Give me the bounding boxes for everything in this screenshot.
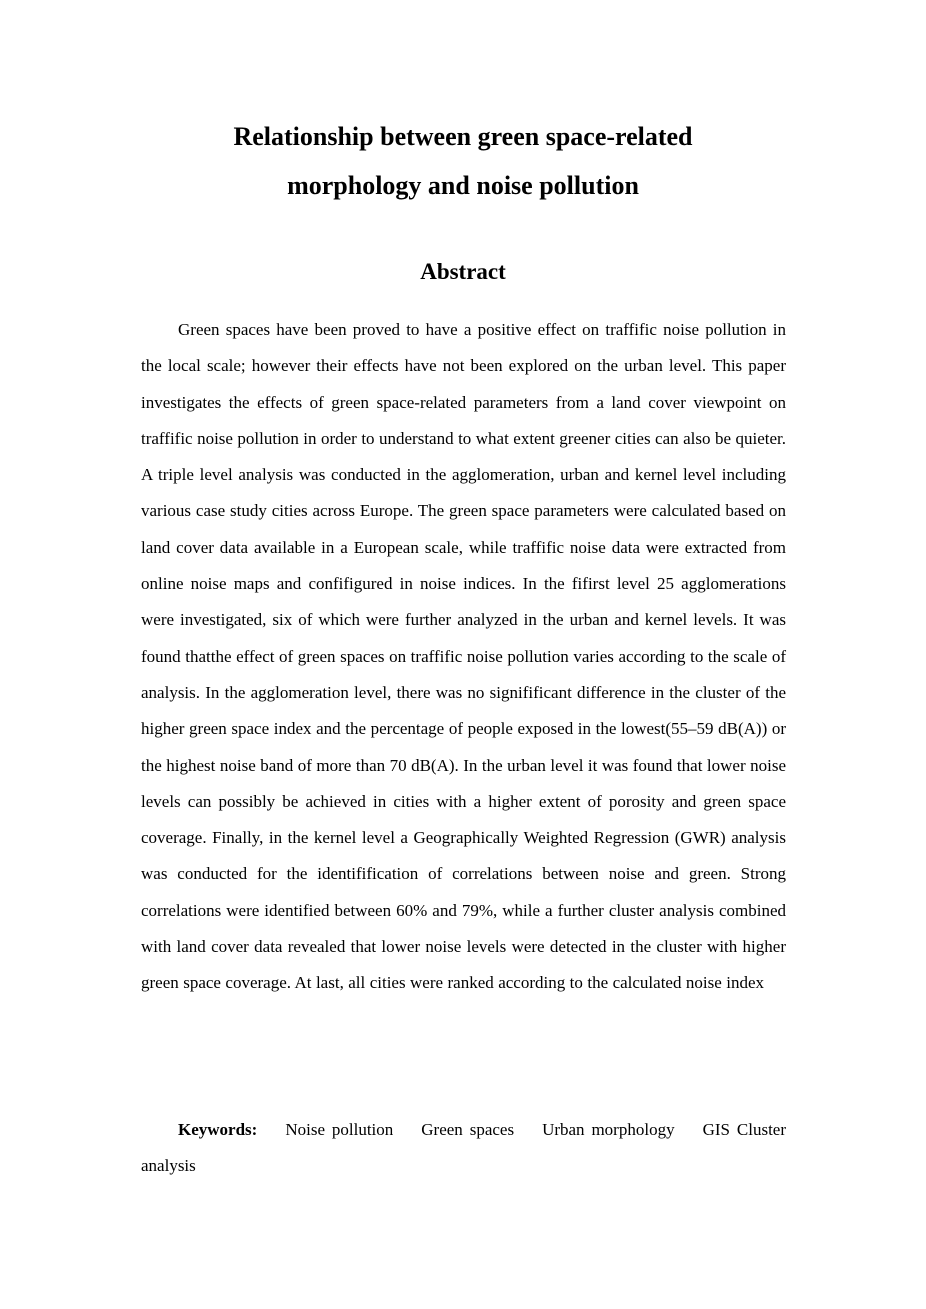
keywords-line [141,1112,786,1185]
keyword-item: Green spaces [421,1120,515,1139]
paper-title-line-2: morphology and noise pollution [287,171,639,200]
keyword-item: Noise pollution [285,1120,394,1139]
keyword-item: GIS [702,1120,730,1139]
keyword-item: Cluster analysis [141,1120,786,1176]
abstract-heading: Abstract [420,259,506,284]
abstract-body: Green spaces have been proved to have a positive effect on traffific noise pollution in the local scale; however their effects have not been explored on the urban level. This paper investigates the effects of green space-related parameters from a land cover viewpoint on traffific noise pollution in order to understand to what extent greener cities can also be quieter. A triple level analysis was conducted in the agglomeration, urban and kernel level including various case study cities across Europe. The green space parameters were calculated based on land cover data available in a European scale, while traffific noise data were extracted from online noise maps and confifigured in noise indices. In the fifirst level 25 agglomerations were investigated, six of which were further analyzed in the urban and kernel levels. It was found thatthe effect of green spaces on traffific noise pollution varies according to the scale of analysis. In the agglomeration level, there was no signifificant difference in the cluster of the higher green space index and the percentage of people exposed in the lowest(55–59 dB(A)) or the highest noise band of more than 70 dB(A). In the urban level it was found that lower noise levels can possibly be achieved in cities with a higher extent of porosity and green space coverage. Finally, in the kernel level a Geographically Weighted Regression (GWR) analysis was conducted for the identifification of correlations between noise and green. Strong correlations were identified between 60% and 79%, while a further cluster analysis combined with land cover data revealed that lower noise levels were detected in the cluster with higher green space coverage. At last, all cities were ranked according to the calculated noise index [141,320,786,993]
keyword-item: Urban morphology [542,1120,675,1139]
paper-title-line-1: Relationship between green space-related [233,122,693,151]
keywords-label: Keywords: [178,1120,258,1139]
